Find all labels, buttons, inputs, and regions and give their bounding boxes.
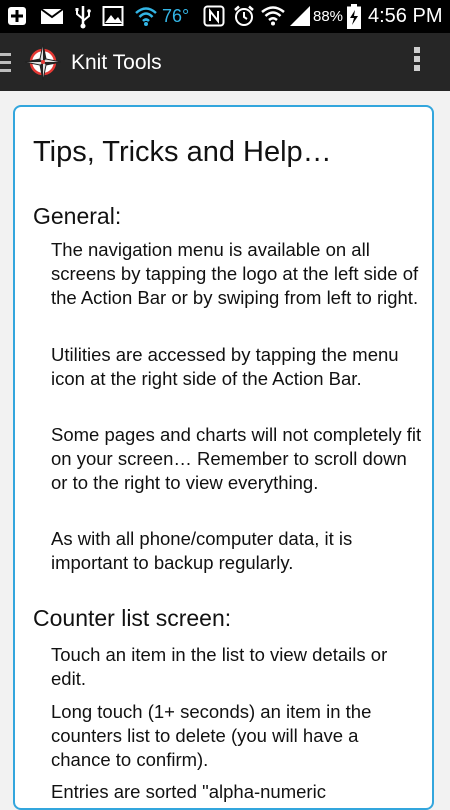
compass-logo-icon[interactable] — [24, 43, 62, 81]
alarm-icon — [233, 5, 255, 27]
mail-icon — [40, 8, 64, 25]
section-heading-general: General: — [33, 203, 122, 229]
image-icon — [102, 5, 124, 27]
general-paragraph: As with all phone/computer data, it is important to backup regularly. — [51, 528, 353, 573]
nav-drawer-indicator-icon[interactable] — [0, 53, 12, 73]
action-bar — [0, 33, 450, 91]
battery-percent-text: 88% — [313, 8, 344, 25]
wifi-icon — [135, 5, 157, 27]
help-content-card — [13, 105, 434, 810]
battery-charging-icon — [347, 4, 361, 29]
counter-list-paragraph: Entries are sorted "alpha-numeric — [51, 781, 326, 802]
general-paragraph: The navigation menu is available on all screens by tapping the logo at the left side of the Action Bar or by swiping from left to right. — [51, 239, 419, 308]
add-icon — [6, 5, 28, 27]
counter-list-paragraph: Long touch (1+ seconds) an item in the counters list to delete (you will have a chance to confirm). — [51, 701, 372, 770]
status-bar — [0, 0, 450, 33]
general-paragraph: Some pages and charts will not completely fit on your screen… Remember to scroll down or to the right to view everything. — [51, 424, 422, 493]
cell-signal-icon — [289, 5, 311, 27]
nfc-icon — [203, 5, 225, 27]
temperature-text: 76° — [162, 6, 190, 26]
app-title: Knit Tools — [71, 51, 162, 74]
clock-text: 4:56 PM — [368, 5, 443, 27]
section-heading-counter-list: Counter list screen: — [33, 605, 232, 631]
overflow-menu-icon[interactable] — [412, 47, 422, 77]
wifi-signal-icon — [261, 5, 285, 27]
usb-icon — [74, 5, 92, 29]
page-title: Tips, Tricks and Help… — [33, 136, 332, 168]
general-paragraph: Utilities are accessed by tapping the menu icon at the right side of the Action Bar. — [51, 344, 399, 389]
counter-list-paragraph: Touch an item in the list to view details or edit. — [51, 644, 388, 689]
